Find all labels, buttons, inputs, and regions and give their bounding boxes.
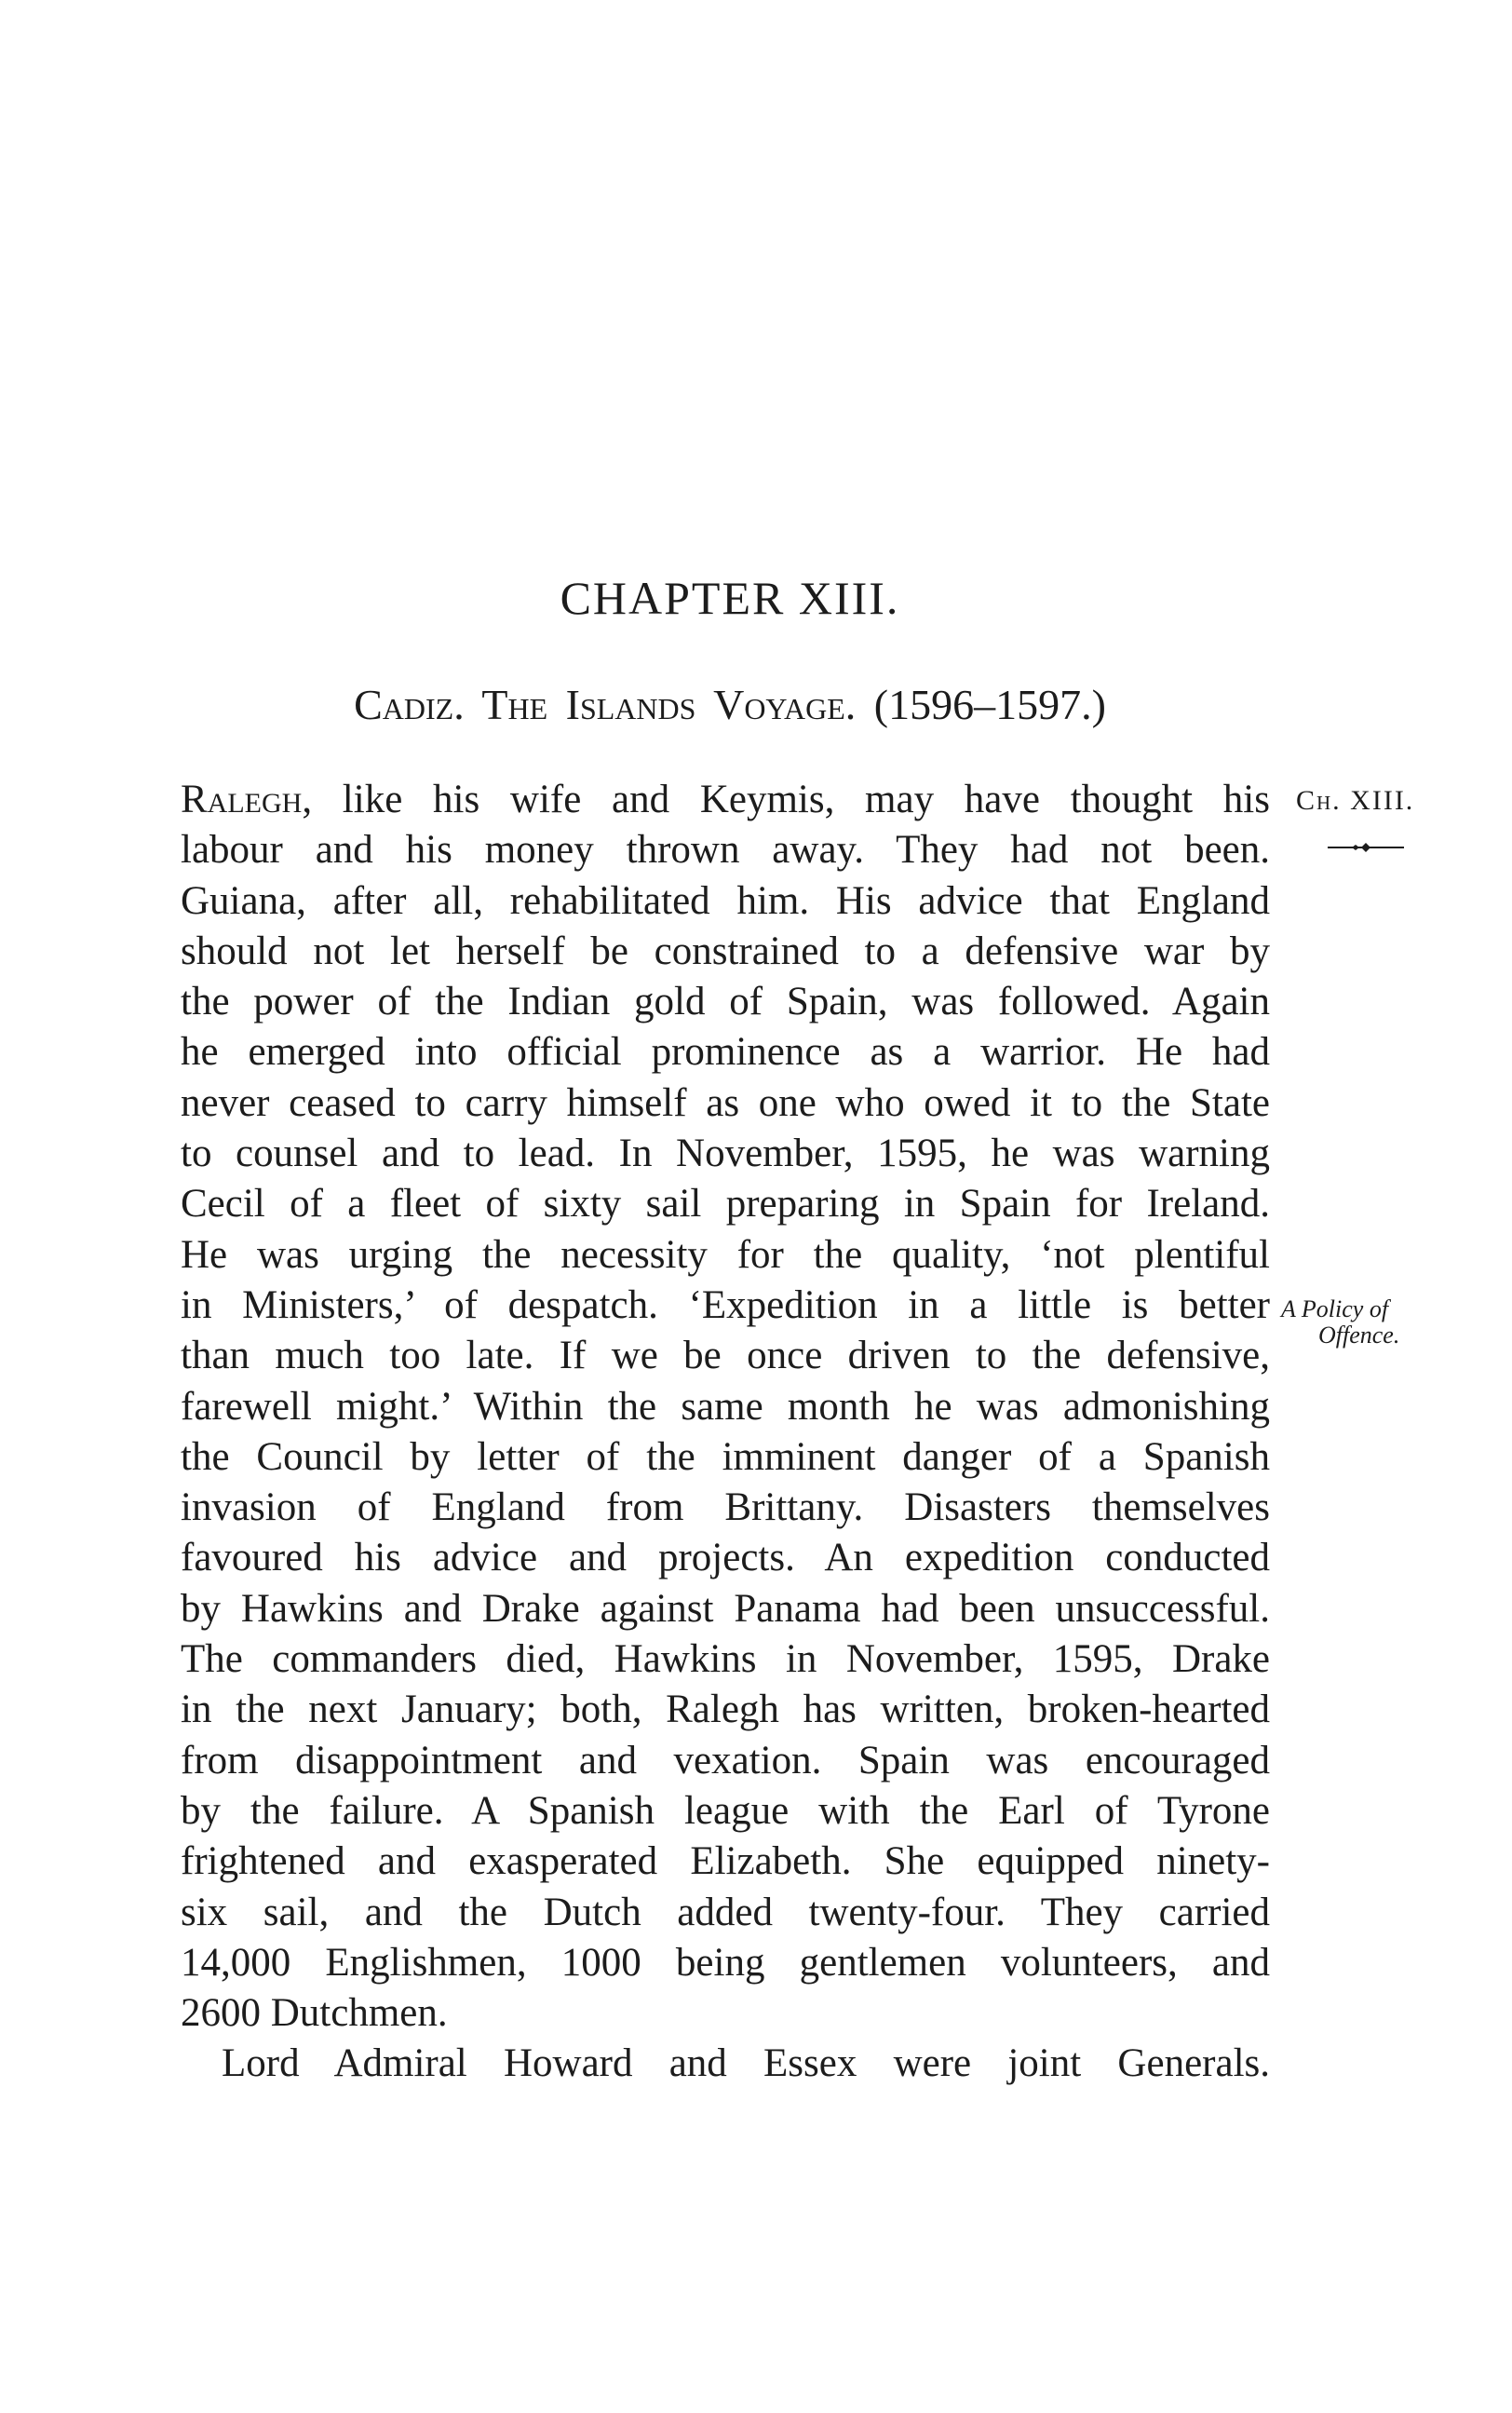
- text-line: by Hawkins and Drake against Panama had been unsuccessful.: [181, 1586, 1270, 1631]
- text-line: The commanders died, Hawkins in November, 1595, Drake: [181, 1637, 1270, 1682]
- text-line: 2600 Dutchmen.: [181, 1991, 448, 2036]
- margin-note-policy-of-offence: [1281, 1296, 1399, 1349]
- lead-word: Ralegh: [181, 778, 303, 821]
- chapter-heading: CHAPTER XIII.: [560, 572, 900, 624]
- ornament-rule-icon: [1324, 838, 1408, 857]
- text-line: [181, 775, 1270, 825]
- text-line: from disappointment and vexation. Spain was encouraged: [181, 1738, 1270, 1783]
- text-line: than much too late. If we be once driven to the defensive,: [181, 1334, 1270, 1378]
- text-line: the power of the Indian gold of Spain, was followed. Again: [181, 980, 1270, 1024]
- text-line: should not let herself be constrained to a defensive war by: [181, 929, 1270, 973]
- text-line: farewell might.’ Within the same month he was admonishing: [181, 1384, 1270, 1429]
- text-line: to counsel and to lead. In November, 1595, he was warning: [181, 1132, 1270, 1176]
- text-line-rest: , like his wife and Keymis, may have thought his: [302, 778, 1270, 821]
- text-line: the Council by letter of the imminent danger of a Spanish: [181, 1434, 1270, 1479]
- chapter-subtitle: Cadiz. The Islands Voyage. (1596–1597.): [354, 681, 1106, 728]
- text-line: Guiana, after all, rehabilitated him. His advice that England: [181, 878, 1270, 923]
- margin-chapter-reference: Ch. XIII.: [1296, 785, 1415, 816]
- margin-note-line: Offence.: [1318, 1322, 1400, 1349]
- text-line: never ceased to carry himself as one who owed it to the State: [181, 1080, 1270, 1125]
- text-line: in Ministers,’ of despatch. ‘Expedition in a little is better: [181, 1282, 1270, 1327]
- text-line: labour and his money thrown away. They had not been.: [181, 828, 1270, 873]
- text-line: in the next January; both, Ralegh has written, broken-hearted: [181, 1688, 1270, 1732]
- text-line: favoured his advice and projects. An expedition conducted: [181, 1536, 1270, 1580]
- text-line: Lord Admiral Howard and Essex were joint Generals.: [222, 2041, 1270, 2086]
- text-line: invasion of England from Brittany. Disasters themselves: [181, 1485, 1270, 1530]
- text-line: He was urging the necessity for the quality, ‘not plentiful: [181, 1232, 1270, 1277]
- text-line: six sail, and the Dutch added twenty-four. They carried: [181, 1890, 1270, 1934]
- text-line: by the failure. A Spanish league with the Earl of Tyrone: [181, 1788, 1270, 1833]
- text-line: frightened and exasperated Elizabeth. She equipped ninety-: [181, 1839, 1270, 1884]
- margin-note-line: A Policy of: [1281, 1295, 1389, 1322]
- body-text: [181, 775, 1270, 2090]
- text-line: 14,000 Englishmen, 1000 being gentlemen volunteers, and: [181, 1940, 1270, 1985]
- text-line: he emerged into official prominence as a warrior. He had: [181, 1030, 1270, 1075]
- text-line: Cecil of a fleet of sixty sail preparing in Spain for Ireland.: [181, 1182, 1270, 1227]
